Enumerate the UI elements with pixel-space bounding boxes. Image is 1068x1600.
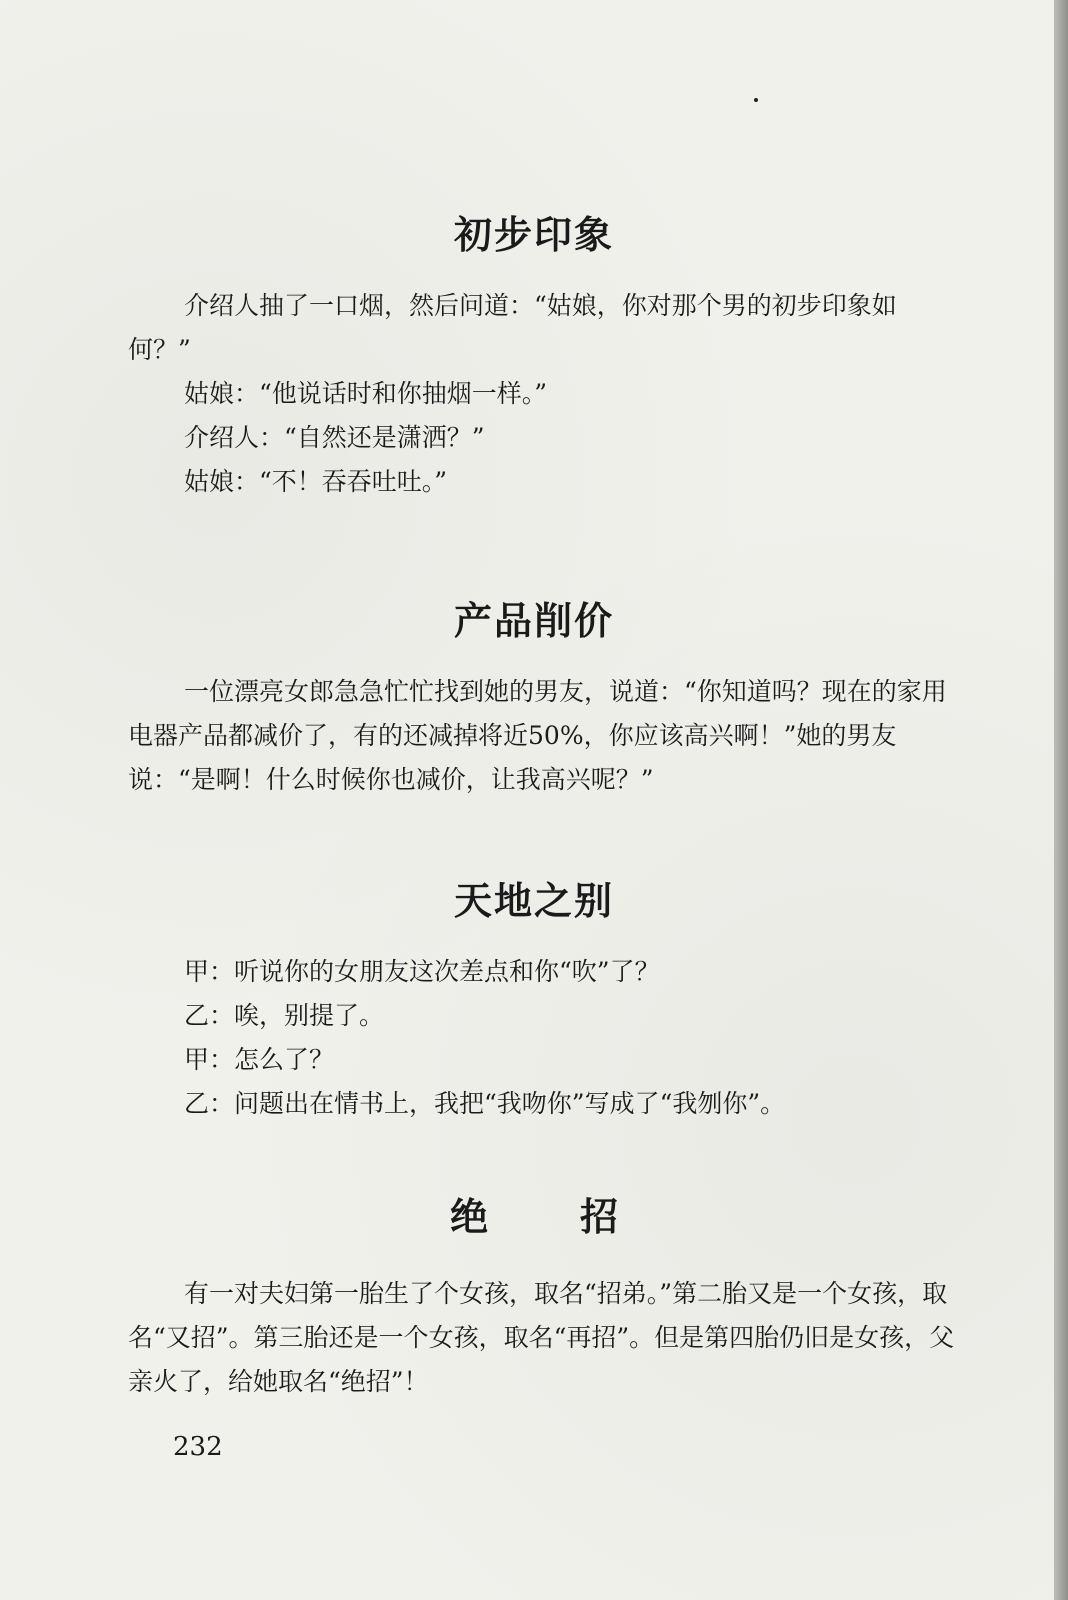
page-number: 232 [173, 1432, 223, 1462]
dialogue-line: 甲：怎么了？ [184, 1045, 335, 1074]
title-char: 招 [579, 1194, 618, 1239]
section-first-impression [128, 284, 958, 504]
dialogue-line: 乙：唉，别提了。 [184, 1001, 385, 1030]
paragraph: 有一对夫妇第一胎生了个女孩，取名“招弟。”第二胎又是一个女孩，取名“又招”。第三胎还是一个女孩，取名“再招”。但是第四胎仍旧是女孩，父亲火了，给她取名“绝招”！ [128, 1279, 955, 1396]
print-speck [754, 98, 758, 102]
dialogue-line: 乙：问题出在情书上，我把“我吻你”写成了“我刎你”。 [184, 1089, 786, 1118]
dialogue-line: 姑娘：“不！吞吞吐吐。” [184, 467, 448, 496]
section-title-price-cut: 产品削价 [453, 598, 614, 643]
section-title-world-apart: 天地之别 [453, 878, 614, 923]
section-ultimate-move [128, 1272, 958, 1404]
dialogue-line: 介绍人：“自然还是潇洒？” [184, 423, 485, 452]
section-title-ultimate-move [0, 1186, 1068, 1241]
dialogue-line: 甲：听说你的女朋友这次差点和你“吹”了？ [184, 957, 660, 986]
section-title-first-impression: 初步印象 [453, 212, 614, 257]
section-world-apart [128, 950, 958, 1126]
title-char: 绝 [449, 1194, 488, 1239]
section-price-cut [128, 670, 958, 802]
paragraph: 介绍人抽了一口烟，然后问道：“姑娘，你对那个男的初步印象如何？” [128, 291, 897, 364]
paragraph: 一位漂亮女郎急急忙忙找到她的男友，说道：“你知道吗？现在的家用电器产品都减价了，有的还减掉将近50%，你应该高兴啊！”她的男友说：“是啊！什么时候你也减价，让我高兴呢？” [128, 677, 947, 794]
dialogue-line: 姑娘：“他说话时和你抽烟一样。” [184, 379, 548, 408]
